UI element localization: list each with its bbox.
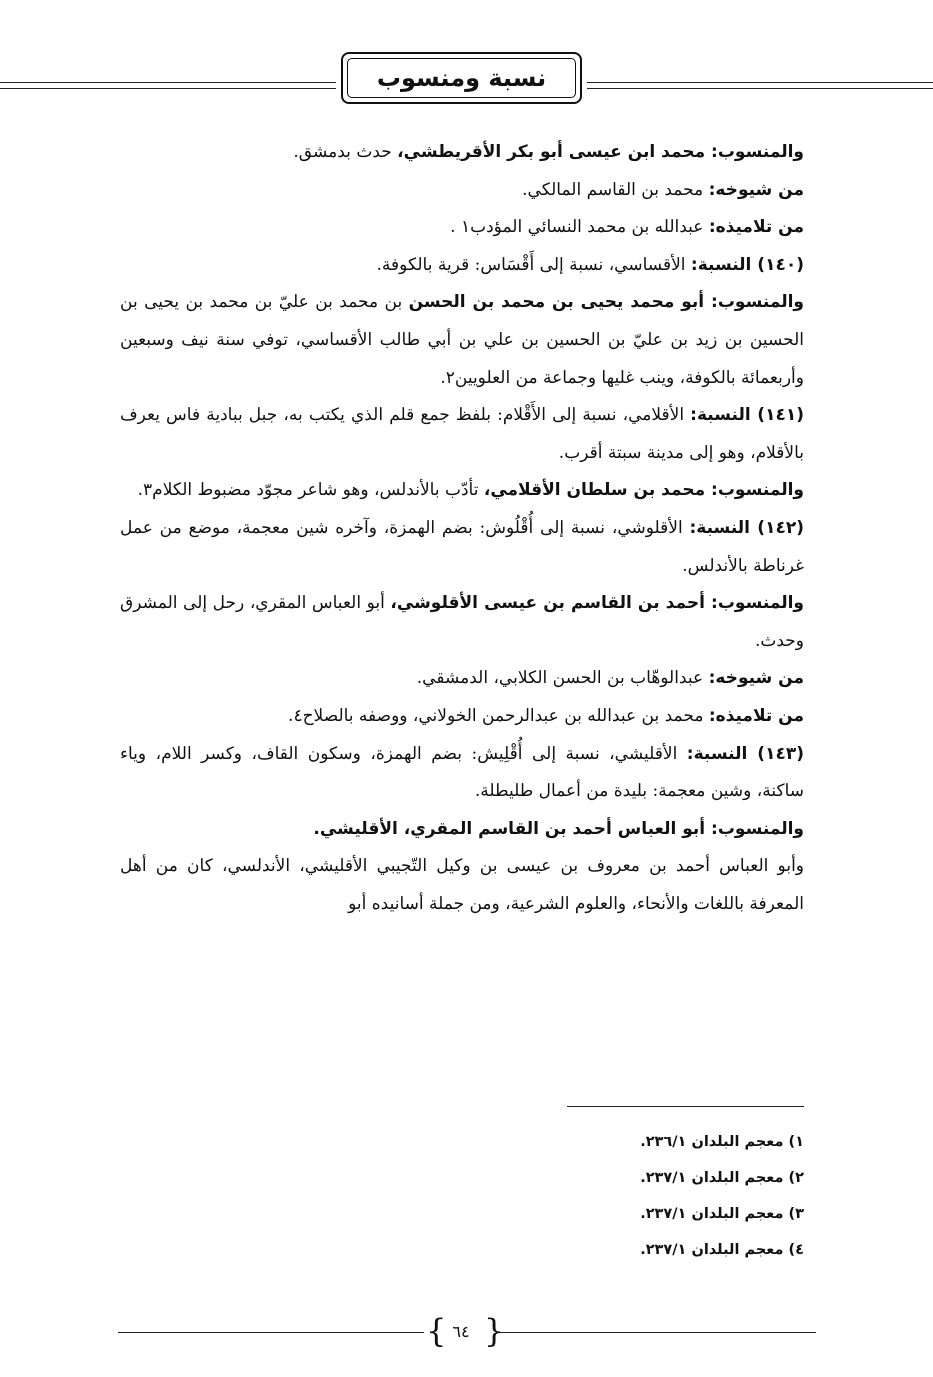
header-rule-right-2 — [587, 88, 933, 89]
text-paragraph — [120, 247, 804, 285]
bold-lead: من شيوخه: — [708, 668, 804, 689]
page-header — [0, 52, 933, 108]
page-number: ٦٤ — [452, 1322, 470, 1341]
text-paragraph — [120, 209, 804, 247]
footer-rule-left — [118, 1332, 424, 1333]
text-paragraph — [120, 172, 804, 210]
main-text — [120, 134, 804, 923]
page-footer — [0, 1314, 933, 1354]
footer-rule-right — [498, 1332, 816, 1333]
footnote-item: ٤) معجم البلدان ٢٣٧/١. — [640, 1242, 804, 1258]
text-paragraph — [120, 510, 804, 585]
text-paragraph — [120, 736, 804, 811]
text-paragraph — [120, 585, 804, 660]
bold-lead: والمنسوب: محمد ابن عيسى أبو بكر الأقريطشي، — [397, 142, 804, 162]
header-rule-right — [587, 82, 933, 83]
footnote-item: ١) معجم البلدان ٢٣٦/١. — [640, 1134, 804, 1150]
header-rule-left — [0, 82, 336, 83]
footnotes — [520, 1124, 804, 1268]
bold-lead: من تلاميذه: — [708, 705, 804, 726]
text-paragraph — [120, 472, 804, 510]
title-box — [341, 52, 582, 104]
text-paragraph — [120, 811, 804, 849]
paragraph-text: وأبو العباس أحمد بن معروف بن عيسى بن وكيل التّجيبي الأقليشي، الأندلسي، كان من أهل المعرفة باللغات والأنحاء، والعلوم الشرعية، ومن جملة أسانيده أبو — [120, 856, 804, 914]
paragraph-text: حدث بدمشق. — [293, 142, 398, 162]
bold-lead: والمنسوب: أبو العباس أحمد بن القاسم المقري، الأقليشي. — [313, 818, 804, 839]
paragraph-text: الأقلامي، نسبة إلى الأَقْلام: بلفظ جمع قلم الذي يكتب به، جبل ببادية فاس يعرف بالأقلام، وهو إلى مدينة سبتة أقرب. — [120, 405, 804, 463]
bold-lead: والمنسوب: أحمد بن القاسم بن عيسى الأقلوشي، — [390, 593, 804, 614]
paragraph-text: محمد بن عبدالله بن عبدالرحمن الخولاني، ووصفه بالصلاح٤. — [288, 705, 709, 726]
paragraph-text: محمد بن القاسم المالكي. — [522, 179, 709, 200]
footnote-item: ٣) معجم البلدان ٢٣٧/١. — [640, 1206, 804, 1222]
bold-lead: والمنسوب: محمد بن سلطان الأقلامي، — [483, 480, 804, 501]
bold-lead: (١٤٢) النسبة: — [689, 517, 804, 538]
footer-brace-left: { — [426, 1312, 447, 1350]
paragraph-text: الأقليشي، نسبة إلى أُقْلِيش: بضم الهمزة، وسكون القاف، وكسر اللام، وياء ساكنة، وشين معجمة: بليدة من أعمال طليطلة. — [120, 743, 804, 802]
text-paragraph — [120, 134, 804, 172]
header-rule-left-2 — [0, 88, 336, 89]
text-paragraph — [120, 698, 804, 736]
paragraph-text: الأقلوشي، نسبة إلى أُقْلُوش: بضم الهمزة، وآخره شين معجمة، موضع من عمل غرناطة بالأندلس. — [120, 517, 804, 576]
footer-brace-right: } — [484, 1312, 505, 1350]
bold-lead: (١٤٣) النسبة: — [686, 743, 804, 764]
bold-lead: (١٤١) النسبة: — [690, 405, 804, 426]
chapter-title: نسبة ومنسوب — [347, 58, 576, 98]
paragraph-text: عبدالله بن محمد النسائي المؤدب١ . — [450, 217, 709, 238]
text-paragraph — [120, 848, 804, 923]
footnote-divider — [567, 1106, 804, 1107]
paragraph-text: تأدّب بالأندلس، وهو شاعر مجوّد مضبوط الكلام٣. — [137, 480, 484, 501]
text-paragraph — [120, 660, 804, 698]
bold-lead: والمنسوب: أبو محمد يحيى بن محمد بن الحسن — [408, 292, 804, 313]
text-paragraph — [120, 284, 804, 397]
paragraph-text: الأقساسي، نسبة إلى أَقْسَاس: قرية بالكوفة. — [376, 254, 691, 275]
bold-lead: من شيوخه: — [708, 179, 804, 200]
paragraph-text: عبدالوهّاب بن الحسن الكلابي، الدمشقي. — [416, 668, 709, 689]
bold-lead: (١٤٠) النسبة: — [690, 254, 804, 275]
text-paragraph — [120, 397, 804, 472]
bold-lead: من تلاميذه: — [708, 217, 804, 238]
footnote-item: ٢) معجم البلدان ٢٣٧/١. — [640, 1170, 804, 1186]
paragraph-text: بن محمد بن عليّ بن محمد بن يحيى بن الحسين بن زيد بن عليّ بن الحسين بن علي بن أبي طالب الأقساسي، توفي سنة نيف وسبعين وأربعمائة بالكوفة، وينب غليها وجماعة من العلويين٢. — [120, 292, 804, 388]
paragraph-text: أبو العباس المقري، رحل إلى المشرق وحدث. — [120, 593, 804, 651]
